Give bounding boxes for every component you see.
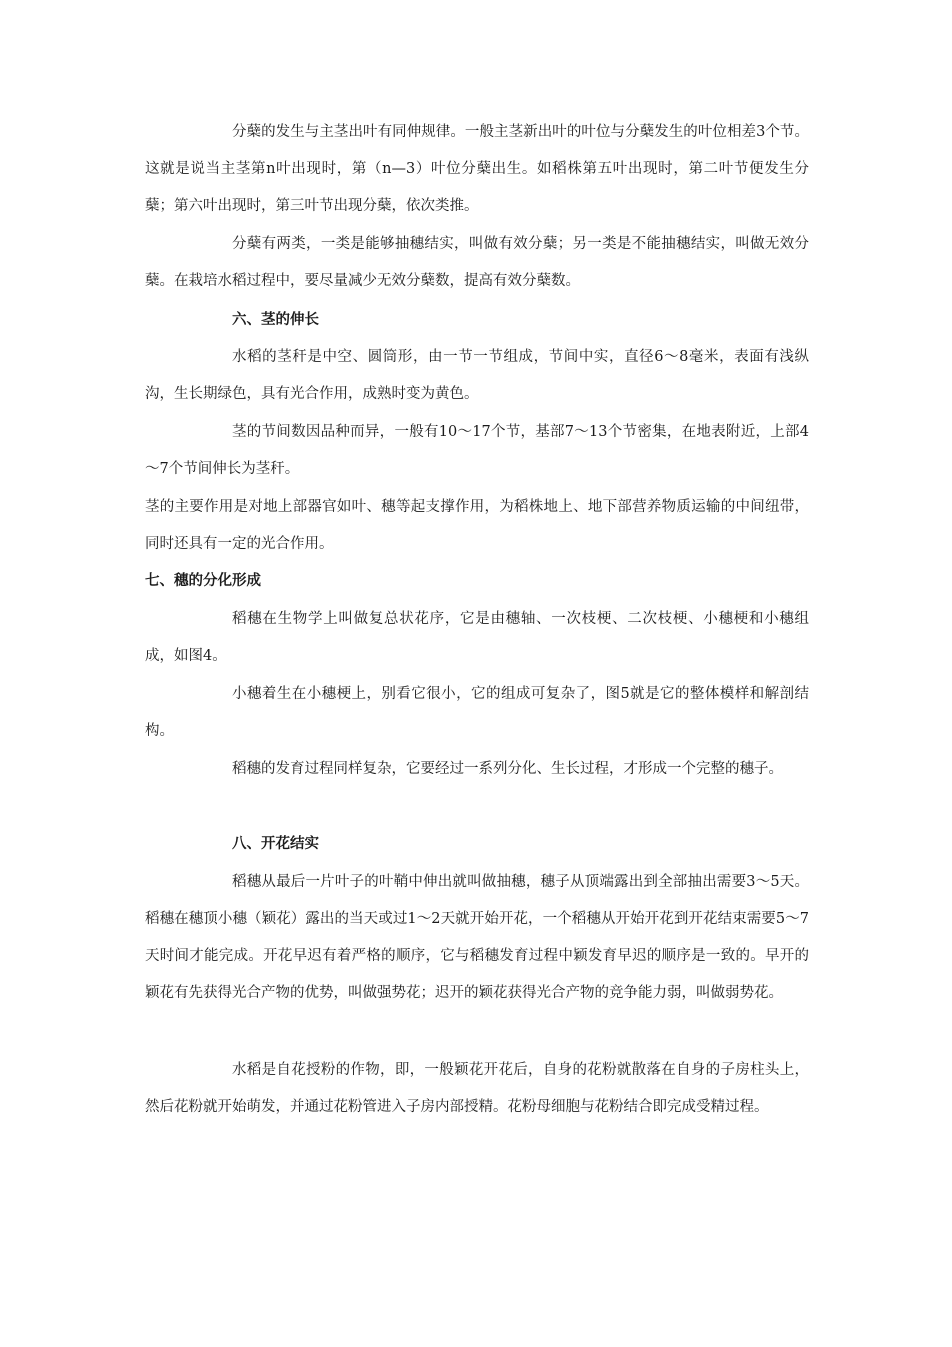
section-heading-stem: 六、茎的伸长 [232, 312, 319, 328]
paragraph-tiller-types: 分蘖有两类，一类是能够抽穗结实，叫做有效分蘖；另一类是不能抽穗结实，叫做无效分蘖。在栽培水稻过程中，要尽量减少无效分蘖数，提高有效分蘖数。 [145, 236, 809, 289]
paragraph-spikelet: 小穗着生在小穗梗上，别看它很小，它的组成可复杂了，图5就是它的整体模样和解剖结构。 [145, 686, 809, 739]
paragraph-pollination: 水稻是自花授粉的作物，即，一般颖花开花后，自身的花粉就散落在自身的子房柱头上，然后花粉就开始萌发，并通过花粉管进入子房内部授精。花粉母细胞与花粉结合即完成受精过程。 [145, 1062, 809, 1115]
paragraph-stem-structure: 水稻的茎秆是中空、圆筒形，由一节一节组成，节间中实，直径6～8毫米，表面有浅纵沟，生长期绿色，具有光合作用，成熟时变为黄色。 [145, 349, 809, 402]
paragraph-heading-flowering: 稻穗从最后一片叶子的叶鞘中伸出就叫做抽穗，穗子从顶端露出到全部抽出需要3～5天。稻穗在穗顶小穗（颖花）露出的当天或过1～2天就开始开花，一个稻穗从开始开花到开花结束需要5～7天时间才能完成。开花早迟有着严格的顺序，它与稻穗发育过程中颖发育早迟的顺序是一致的。早开的颖花有先获得光合产物的优势，叫做强势花；迟开的颖花获得光合产物的竞争能力弱，叫做弱势花。 [145, 874, 809, 1001]
paragraph-panicle-development: 稻穗的发育过程同样复杂，它要经过一系列分化、生长过程，才形成一个完整的穗子。 [232, 761, 783, 777]
paragraph-panicle-structure: 稻穗在生物学上叫做复总状花序，它是由穗轴、一次枝梗、二次枝梗、小穗梗和小穗组成，如图4。 [145, 611, 809, 664]
paragraph-stem-nodes: 茎的节间数因品种而异，一般有10～17个节，基部7～13个节密集，在地表附近，上部4～7个节间伸长为茎秆。 [145, 424, 809, 477]
section-heading-panicle: 七、穗的分化形成 [145, 573, 261, 589]
paragraph-tiller-rule: 分蘖的发生与主茎出叶有同伸规律。一般主茎新出叶的叶位与分蘖发生的叶位相差3个节。这就是说当主茎第n叶出现时，第（n—3）叶位分蘖出生。如稻株第五叶出现时，第二叶节便发生分蘖；第六叶出现时，第三叶节出现分蘖，依次类推。 [145, 124, 809, 214]
section-heading-flowering: 八、开花结实 [232, 836, 319, 852]
paragraph-stem-function: 茎的主要作用是对地上部器官如叶、穗等起支撑作用，为稻株地上、地下部营养物质运输的中间纽带，同时还具有一定的光合作用。 [145, 499, 809, 552]
